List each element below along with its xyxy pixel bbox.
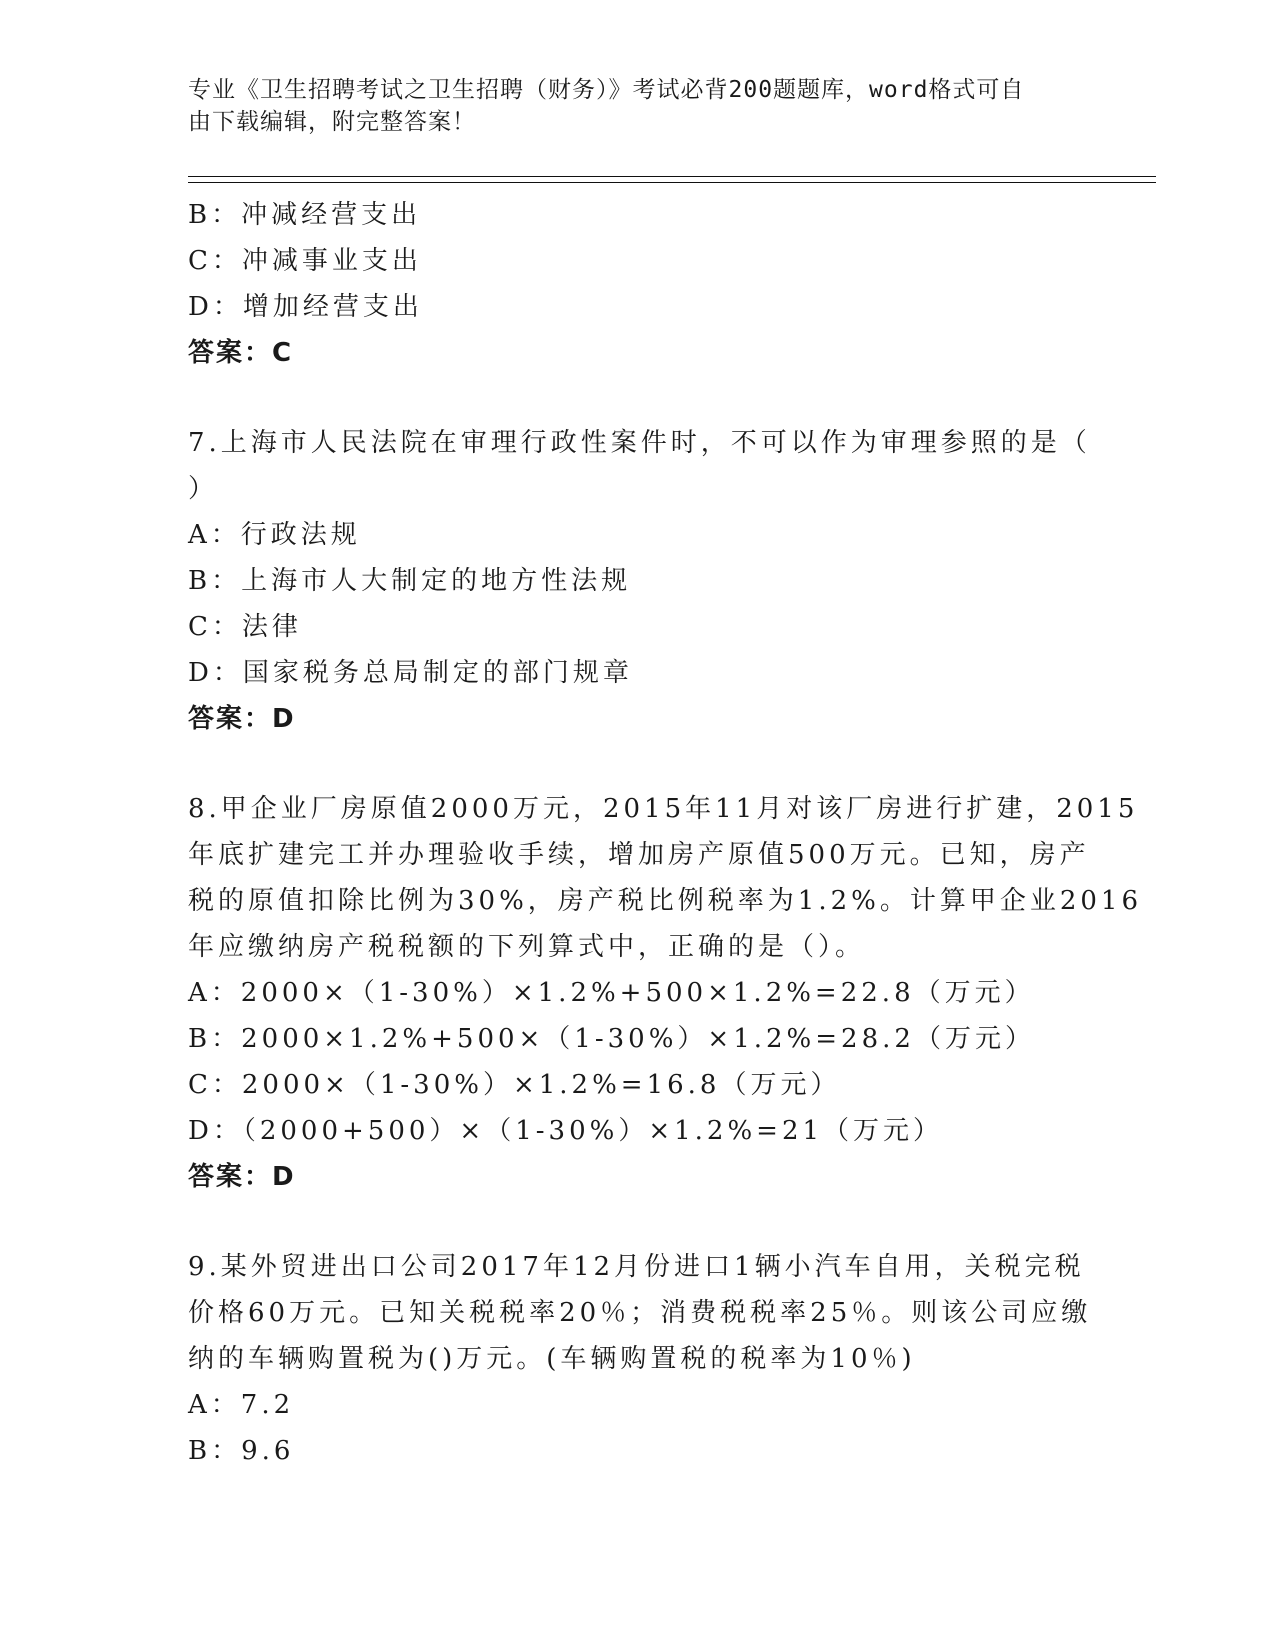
question-text-line: 7.上海市人民法院在审理行政性案件时，不可以作为审理参照的是（	[188, 428, 1091, 458]
answer-line: 答案：C	[188, 338, 294, 368]
document-body	[188, 192, 1143, 1474]
answer-line: 答案：D	[188, 1162, 296, 1192]
answer-line: 答案：D	[188, 704, 296, 734]
question-text-line: 9.某外贸进出口公司2017年12月份进口1辆小汽车自用，关税完税	[188, 1252, 1085, 1282]
question-text-line: 年应缴纳房产税税额的下列算式中，正确的是（）。	[188, 932, 866, 962]
spacer	[188, 1200, 1088, 1244]
question-text-line: 8.甲企业厂房原值2000万元，2015年11月对该厂房进行扩建，2015	[188, 794, 1139, 824]
header-title-line-2: 由下载编辑，附完整答案！	[188, 109, 476, 135]
question-6-continued	[188, 192, 1088, 376]
document-header	[188, 74, 1068, 138]
option-b: B：9.6	[188, 1436, 295, 1466]
option-b: B：上海市人大制定的地方性法规	[188, 566, 632, 596]
question-text-line: 纳的车辆购置税为()万元。(车辆购置税的税率为10％)	[188, 1344, 916, 1374]
option-a: A：2000×（1-30%）×1.2%+500×1.2%=22.8（万元）	[188, 978, 1035, 1008]
option-a: A：行政法规	[188, 520, 361, 550]
option-c: C：2000×（1-30%）×1.2%=16.8（万元）	[188, 1070, 841, 1100]
option-b: B：冲减经营支出	[188, 200, 422, 230]
header-title-line-1: 专业《卫生招聘考试之卫生招聘（财务）》考试必背200题题库，word格式可自	[188, 77, 1025, 103]
question-text-line: ）	[188, 474, 219, 504]
spacer	[188, 742, 1088, 786]
option-d: D：（2000+500）×（1-30%）×1.2%=21（万元）	[188, 1116, 944, 1146]
spacer	[188, 376, 1088, 420]
question-7	[188, 420, 1091, 742]
header-rule-top	[188, 176, 1156, 177]
option-b: B：2000×1.2%+500×（1-30%）×1.2%=28.2（万元）	[188, 1024, 1035, 1054]
question-9	[188, 1244, 1092, 1474]
option-c: C：冲减事业支出	[188, 246, 422, 276]
question-text-line: 税的原值扣除比例为30%，房产税比例税率为1.2%。计算甲企业2016	[188, 886, 1143, 916]
option-c: C：法律	[188, 612, 302, 642]
option-d: D：增加经营支出	[188, 292, 423, 322]
question-text-line: 年底扩建完工并办理验收手续，增加房产原值500万元。已知，房产	[188, 840, 1090, 870]
question-8	[188, 786, 1143, 1200]
header-rule-bottom	[188, 182, 1156, 183]
question-text-line: 价格60万元。已知关税税率20％；消费税税率25％。则该公司应缴	[188, 1298, 1092, 1328]
option-d: D：国家税务总局制定的部门规章	[188, 658, 633, 688]
option-a: A：7.2	[188, 1390, 295, 1420]
